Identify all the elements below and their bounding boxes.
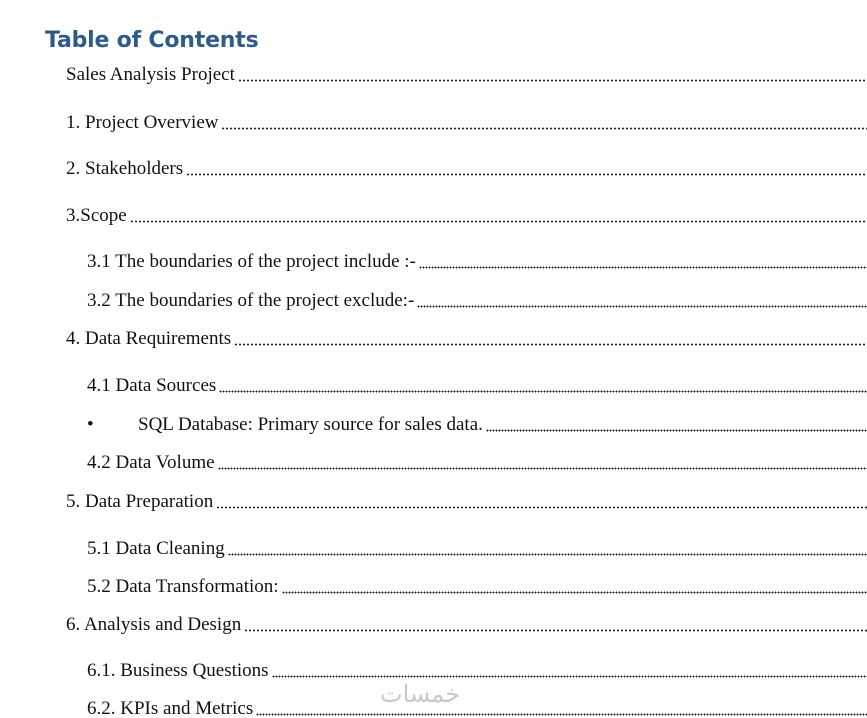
bullet-icon: • bbox=[87, 414, 94, 435]
dot-leader bbox=[130, 220, 867, 223]
dot-leader bbox=[256, 713, 867, 716]
toc-entry-label: 4. Data Requirements bbox=[66, 328, 232, 349]
dot-leader bbox=[486, 429, 867, 432]
dot-leader bbox=[238, 79, 867, 82]
toc-entry-label: 3.Scope bbox=[66, 205, 127, 226]
toc-entry-scope-exclude[interactable] bbox=[87, 289, 867, 313]
toc-entry-data-requirements[interactable] bbox=[66, 327, 867, 351]
toc-entry-data-transformation[interactable] bbox=[87, 575, 867, 599]
toc-entry-label: SQL Database: Primary source for sales data. bbox=[138, 414, 483, 435]
toc-entry-label: 5.2 Data Transformation: bbox=[87, 576, 279, 597]
dot-leader bbox=[244, 629, 867, 632]
dot-leader bbox=[417, 305, 867, 308]
dot-leader bbox=[186, 173, 867, 176]
dot-leader bbox=[282, 591, 867, 594]
dot-leader bbox=[219, 390, 867, 393]
dot-leader bbox=[419, 266, 867, 269]
toc-entry-data-sources[interactable] bbox=[87, 374, 867, 398]
dot-leader bbox=[216, 506, 867, 509]
toc-entry-business-questions[interactable] bbox=[87, 659, 867, 683]
toc-entry-label: 3.2 The boundaries of the project exclude:- bbox=[87, 290, 415, 311]
toc-entry-label: 2. Stakeholders bbox=[66, 158, 184, 179]
toc-entry-label: 6.2. KPIs and Metrics bbox=[87, 698, 254, 718]
toc-entry-data-cleaning[interactable] bbox=[87, 537, 867, 561]
toc-entry-data-preparation[interactable] bbox=[66, 490, 867, 514]
toc-entry-kpis-and-metrics[interactable] bbox=[87, 697, 867, 718]
toc-entry-sql-database[interactable] bbox=[87, 413, 867, 437]
toc-entry-sales-analysis-project[interactable] bbox=[66, 63, 867, 87]
toc-entry-stakeholders[interactable] bbox=[66, 157, 867, 181]
toc-entry-label: 6.1. Business Questions bbox=[87, 660, 269, 681]
toc-entry-analysis-and-design[interactable] bbox=[66, 613, 867, 637]
dot-leader bbox=[228, 553, 867, 556]
toc-entry-scope-include[interactable] bbox=[87, 250, 867, 274]
toc-entry-label: Sales Analysis Project bbox=[66, 64, 235, 85]
watermark: خمسات bbox=[380, 680, 461, 708]
toc-entry-scope[interactable] bbox=[66, 204, 867, 228]
toc-entry-label: 6. Analysis and Design bbox=[66, 614, 242, 635]
toc-entry-data-volume[interactable] bbox=[87, 451, 867, 475]
dot-leader bbox=[221, 127, 867, 130]
dot-leader bbox=[234, 343, 867, 346]
toc-title: Table of Contents bbox=[45, 28, 259, 53]
toc-entry-label: 5. Data Preparation bbox=[66, 491, 214, 512]
toc-entry-label: 5.1 Data Cleaning bbox=[87, 538, 225, 559]
toc-entry-label: 1. Project Overview bbox=[66, 112, 219, 133]
toc-entry-project-overview[interactable] bbox=[66, 111, 867, 135]
toc-entry-label: 4.2 Data Volume bbox=[87, 452, 215, 473]
toc-entry-label: 3.1 The boundaries of the project include :- bbox=[87, 251, 416, 272]
dot-leader bbox=[218, 467, 867, 470]
toc-entry-label: 4.1 Data Sources bbox=[87, 375, 217, 396]
dot-leader bbox=[272, 675, 867, 678]
